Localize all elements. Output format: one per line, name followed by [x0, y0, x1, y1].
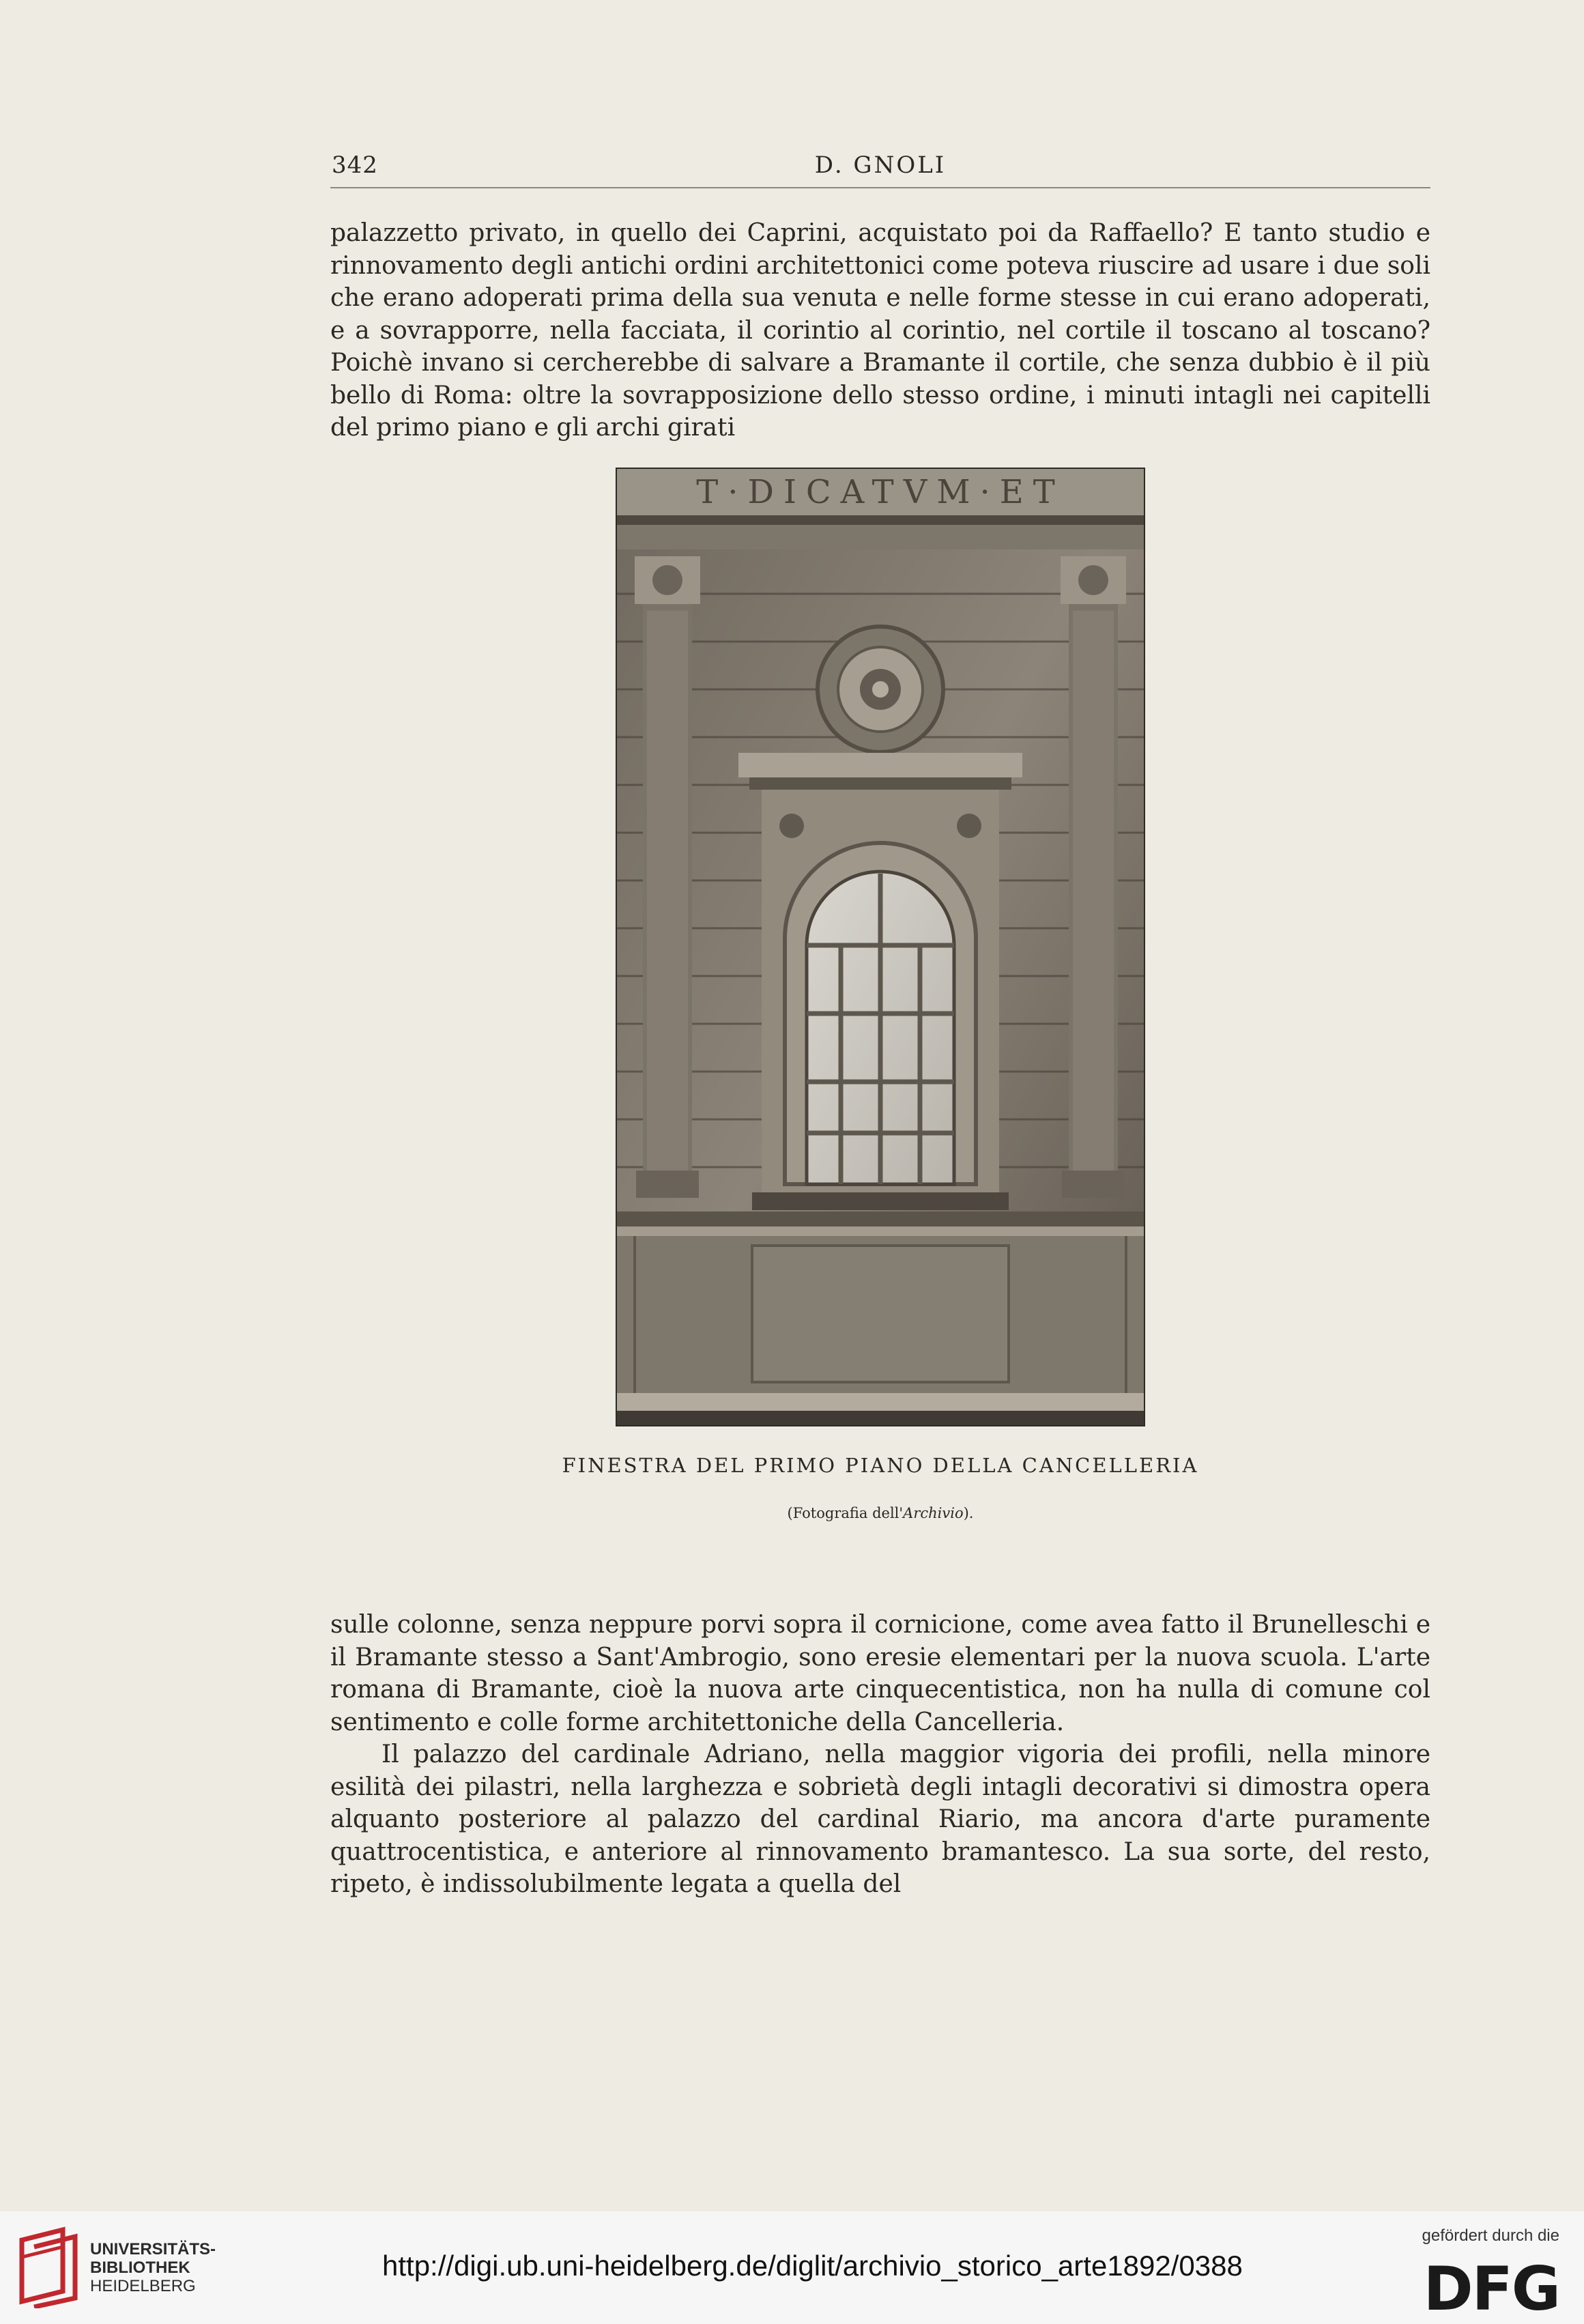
- library-line-2: BIBLIOTHEK: [90, 2258, 190, 2277]
- page-number: 342: [332, 152, 378, 179]
- library-line-3: HEIDELBERG: [90, 2277, 196, 2295]
- figure-credit: [330, 1505, 1430, 1521]
- dfg-logo: DFG: [1423, 2254, 1559, 2324]
- permalink-url[interactable]: http://digi.ub.uni-heidelberg.de/diglit/archivio_storico_arte1892/0388: [382, 2250, 1243, 2282]
- library-name: [90, 2240, 216, 2295]
- body-text-bottom: [330, 1609, 1430, 1901]
- page-header: [330, 146, 1430, 188]
- figure-caption: FINESTRA DEL PRIMO PIANO DELLA CANCELLERIA: [562, 1454, 1199, 1477]
- inscription-text: T·DICATVM·ET: [696, 473, 1065, 511]
- credit-suffix: ).: [963, 1505, 974, 1521]
- university-library-logo-icon: [15, 2226, 83, 2308]
- paragraph: Il palazzo del cardinale Adriano, nella maggior vigoria dei profili, nella minore esilità dei pilastri, nella larghezza e sobrietà degli intagli decorativi si dimostra opera alquanto posteriore al palazzo del cardinal Riario, ma ancora d'arte puramente quattrocentistica, e anteriore al rinnovamento bramantesco. La sua sorte, del resto, ripeto, è indissolubilmente legata a quella del: [330, 1740, 1430, 1898]
- viewer-footer: [0, 2211, 1584, 2324]
- photograph-window: [616, 468, 1145, 1426]
- facade-window-illustration: [616, 468, 1145, 1426]
- credit-prefix: (Fotografia dell': [787, 1505, 904, 1521]
- running-head: D. GNOLI: [814, 152, 947, 179]
- body-text-top: [330, 217, 1430, 444]
- paragraph: palazzetto privato, in quello dei Caprini, acquistato poi da Raffaello? E tanto studio e rinnovamento degli antichi ordini architettonici come poteva riuscire ad usare i due soli che erano adoperati prima della sua venuta e nelle forme stesse in cui erano adoperati, e a sovrapporre, nella facciata, il corintio al corintio, nel cortile il toscano al toscano? Poichè invano si cercherebbe di salvare a Bramante il cortile, che senza dubbio è il più bello di Roma: oltre la sovrapposizione dello stesso ordine, i minuti intagli nei capitelli del primo piano e gli archi girati: [330, 219, 1430, 442]
- library-line-1: UNIVERSITÄTS-: [90, 2240, 216, 2258]
- funded-by-label: gefördert durch die: [1422, 2226, 1559, 2245]
- paragraph: sulle colonne, senza neppure porvi sopra il cornicione, come avea fatto il Brunelleschi e il Bramante stesso a Sant'Ambrogio, sono eresie elementari per la nuova scuola. L'arte romana di Bramante, cioè la nuova arte cinquecentistica, non ha nulla di comune col sentimento e colle forme architettoniche della Cancelleria.: [330, 1611, 1430, 1736]
- credit-source: Archivio: [903, 1505, 964, 1521]
